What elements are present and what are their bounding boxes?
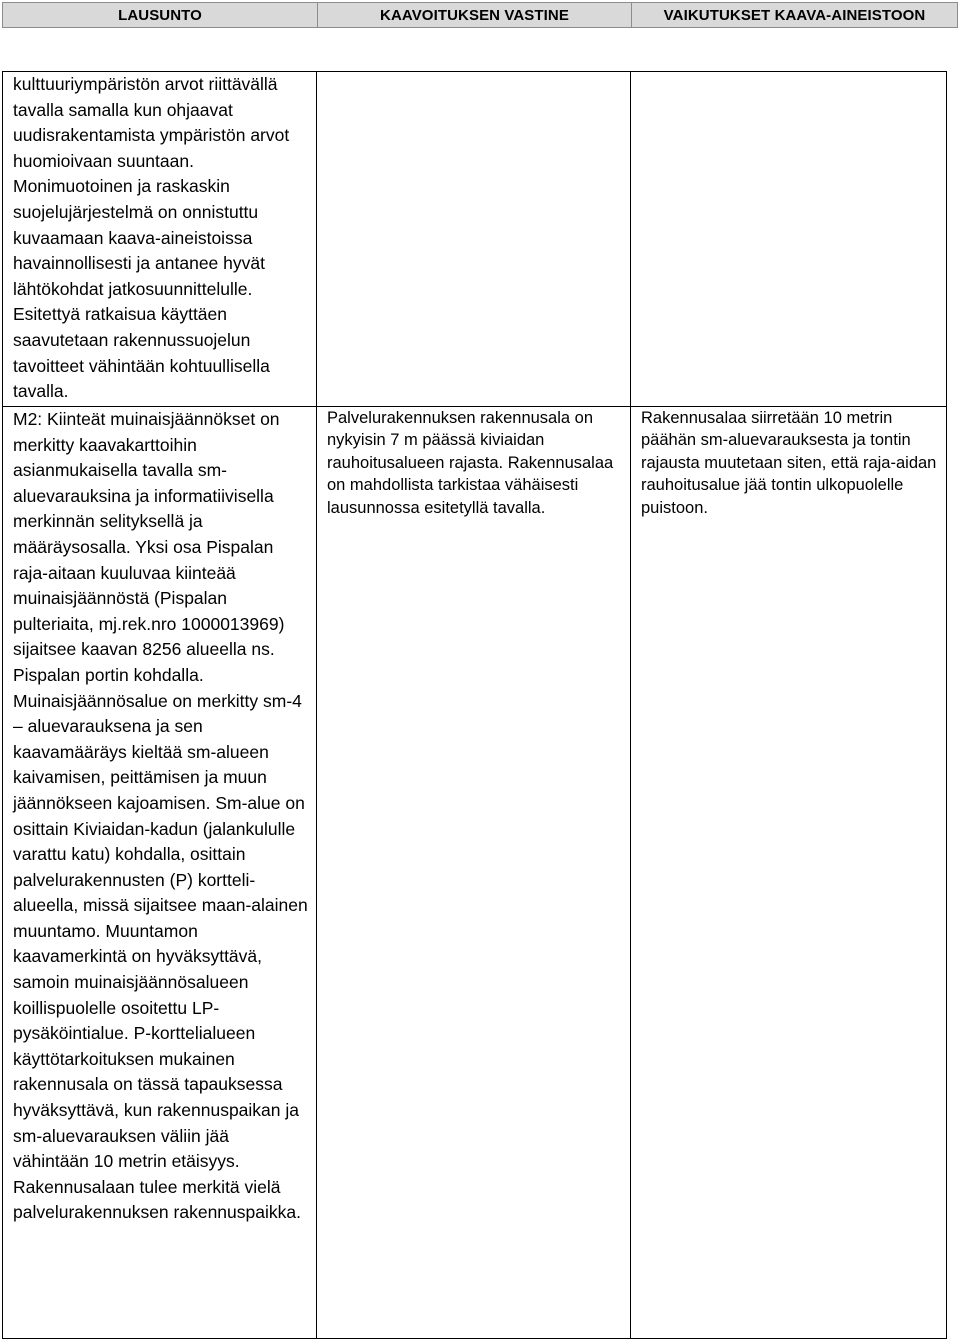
column-header-bar (2, 2, 958, 28)
impact-cell (631, 407, 947, 1339)
impact-text: Rakennusalaa siirretään 10 metrin päähän sm-aluevarauksesta ja tontin rajausta muutetaan siten, että raja-aidan rauhoitusalue jää tontin ulkopuolelle puistoon. (641, 409, 937, 517)
header-impact: VAIKUTUKSET KAAVA-AINEISTOON (632, 3, 958, 28)
impact-cell (631, 72, 947, 407)
response-cell (317, 72, 631, 407)
response-cell (317, 407, 631, 1339)
header-response: KAAVOITUKSEN VASTINE (318, 3, 632, 28)
statement-table (2, 71, 947, 1339)
statement-cell (3, 407, 317, 1339)
header-statement: LAUSUNTO (3, 3, 318, 28)
table-row (3, 407, 947, 1339)
statement-text: kulttuuriympäristön arvot riittävällä tavalla samalla kun ohjaavat uudisrakentamista ympäristön arvot huomioivaan suuntaan. Monimuotoinen ja raskaskin suojelujärjestelmä on onnistuttu kuvaamaan kaava-aineistoissa havainnollisesti ja antanee hyvät lähtökohdat jatkosuunnittelulle. Esitettyä ratkaisua käyttäen saavutetaan rakennussuojelun tavoitteet vähintään kohtuullisella tavalla. (13, 74, 290, 402)
table-row (3, 72, 947, 407)
statement-text: M2: Kiinteät muinaisjäännökset on merkitty kaavakarttoihin asianmukaisella tavalla sm-aluevarauksina ja informatiivisella merkinnän selityksellä ja määräysosalla. Yksi osa Pispalan raja-aitaan kuuluvaa kiinteää muinaisjäännöstä (Pispalan pulteriaita, mj.rek.nro 1000013969) sijaitsee kaavan 8256 alueella ns. Pispalan portin kohdalla. Muinaisjäännösalue on merkitty sm-4 – aluevarauksena ja sen kaavamääräys kieltää sm-alueen kaivamisen, peittämisen ja muun jäännökseen kajoamisen. Sm-alue on osittain Kiviaidan-kadun (jalankululle varattu katu) kohdalla, osittain palvelurakennusten (P) kortteli-alueella, missä sijaitsee maan-alainen muuntamo. Muuntamon kaavamerkintä on hyväksyttävä, samoin muinaisjäännösalueen koillispuolelle osoitettu LP-pysäköintialue. P-korttelialueen käyttötarkoituksen mukainen rakennusala on tässä tapauksessa hyväksyttävä, kun rakennuspaikan ja sm-aluevarauksen väliin jää vähintään 10 metrin etäisyys. Rakennusalaan tulee merkitä vielä palvelurakennuksen rakennuspaikka. (13, 409, 308, 1223)
statement-cell (3, 72, 317, 407)
response-text: Palvelurakennuksen rakennusala on nykyisin 7 m päässä kiviaidan rauhoitusalueen rajasta. Rakennusalaa on mahdollista tarkistaa vähäisesti lausunnossa esitetyllä tavalla. (327, 409, 614, 517)
